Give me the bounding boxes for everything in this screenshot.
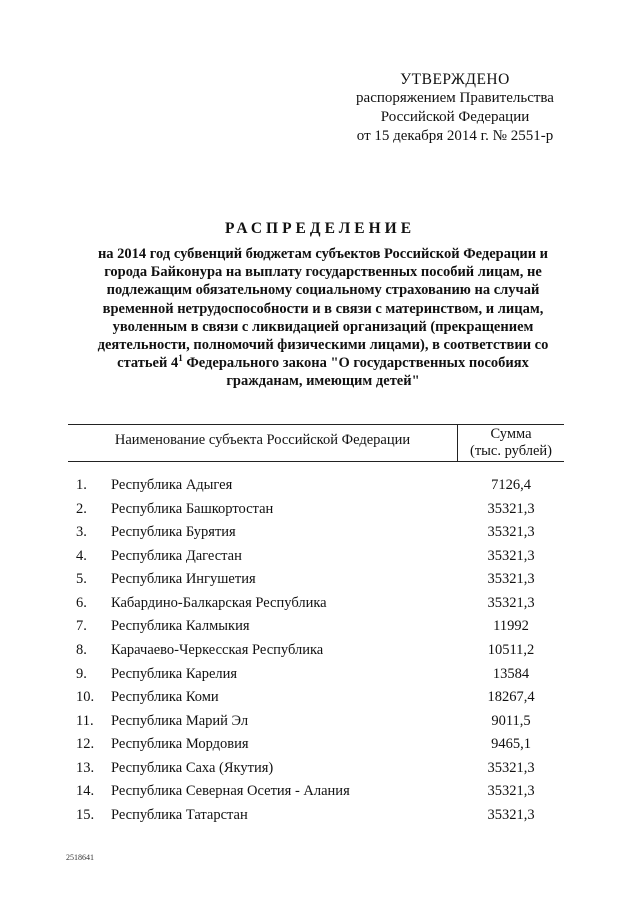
subsidy-amount: 35321,3 bbox=[487, 594, 535, 611]
document-subtitle bbox=[78, 245, 568, 391]
table-body bbox=[0, 477, 640, 830]
table-row bbox=[0, 713, 640, 737]
row-number: 6. bbox=[76, 594, 87, 611]
subject-name: Республика Калмыкия bbox=[111, 618, 250, 635]
subject-name: Республика Бурятия bbox=[111, 524, 236, 541]
subtitle-line: подлежащим обязательному социальному страхованию на случай bbox=[106, 282, 540, 299]
subtitle-text: Федерального закона "О государственных пособиях bbox=[182, 355, 529, 372]
table-row bbox=[0, 524, 640, 548]
subsidy-amount: 35321,3 bbox=[487, 806, 535, 823]
table-top-rule bbox=[68, 424, 564, 425]
table-row bbox=[0, 548, 640, 572]
subtitle-line: деятельности, полномочий физическими лицами), в соответствии со bbox=[97, 337, 549, 354]
row-number: 14. bbox=[76, 783, 95, 800]
subsidy-amount: 18267,4 bbox=[487, 689, 535, 706]
row-number: 15. bbox=[76, 806, 95, 823]
subsidy-amount: 9465,1 bbox=[491, 736, 531, 753]
column-header-sum-line1: Сумма bbox=[490, 426, 532, 442]
subsidy-amount: 35321,3 bbox=[487, 500, 535, 517]
subsidy-amount: 11992 bbox=[493, 618, 529, 635]
superscript: 1 bbox=[178, 353, 183, 364]
subject-name: Республика Дагестан bbox=[111, 547, 242, 564]
approved-label: УТВЕРЖДЕНО bbox=[400, 71, 510, 88]
subtitle-line: уволенным в связи с ликвидацией организаций (прекращением bbox=[112, 318, 534, 335]
table-row bbox=[0, 571, 640, 595]
subsidy-amount: 7126,4 bbox=[491, 477, 531, 493]
table-header-rule bbox=[68, 461, 564, 462]
table-row bbox=[0, 642, 640, 666]
table-row bbox=[0, 807, 640, 831]
subsidy-amount: 35321,3 bbox=[487, 571, 535, 588]
document-number: 2518641 bbox=[66, 853, 94, 862]
table-row bbox=[0, 760, 640, 784]
row-number: 4. bbox=[76, 547, 87, 564]
subject-name: Республика Мордовия bbox=[111, 736, 249, 753]
row-number: 11. bbox=[76, 712, 94, 729]
document-title: РАСПРЕДЕЛЕНИЕ bbox=[224, 220, 416, 237]
row-number: 2. bbox=[76, 500, 87, 517]
subtitle-line: временной нетрудоспособности и в связи с материнством, и лицам, bbox=[102, 300, 544, 317]
row-number: 7. bbox=[76, 618, 87, 635]
column-header-name: Наименование субъекта Российской Федерации bbox=[114, 432, 411, 448]
row-number: 10. bbox=[76, 689, 95, 706]
column-header-sum bbox=[458, 426, 564, 460]
approval-line-3: от 15 декабря 2014 г. № 2551-р bbox=[356, 128, 554, 144]
subject-name: Республика Коми bbox=[111, 689, 219, 706]
subsidy-amount: 13584 bbox=[492, 665, 530, 682]
row-number: 5. bbox=[76, 571, 87, 588]
subsidy-amount: 35321,3 bbox=[487, 759, 535, 776]
subject-name: Республика Саха (Якутия) bbox=[111, 759, 274, 776]
subject-name: Республика Башкортостан bbox=[111, 500, 274, 517]
row-number: 13. bbox=[76, 759, 95, 776]
subsidy-amount: 35321,3 bbox=[487, 524, 535, 541]
approval-line-1: распоряжением Правительства bbox=[356, 90, 554, 106]
table-row bbox=[0, 618, 640, 642]
row-number: 3. bbox=[76, 524, 87, 541]
subject-name: Республика Карелия bbox=[111, 665, 238, 682]
subsidy-amount: 9011,5 bbox=[491, 712, 531, 729]
subsidy-amount: 35321,3 bbox=[487, 783, 535, 800]
row-number: 12. bbox=[76, 736, 95, 753]
subtitle-line: гражданам, имеющим детей" bbox=[226, 373, 420, 390]
subsidy-amount: 35321,3 bbox=[487, 547, 535, 564]
table-row bbox=[0, 666, 640, 690]
table-row bbox=[0, 477, 640, 501]
subject-name: Кабардино-Балкарская Республика bbox=[111, 594, 327, 611]
table-row bbox=[0, 783, 640, 807]
row-number: 8. bbox=[76, 641, 87, 658]
subtitle-text: статьей 4 bbox=[117, 355, 179, 372]
row-number: 1. bbox=[76, 477, 87, 493]
subject-name: Карачаево-Черкесская Республика bbox=[111, 641, 324, 658]
approval-line-2: Российской Федерации bbox=[380, 109, 530, 125]
subsidy-amount: 10511,2 bbox=[487, 641, 535, 658]
subject-name: Республика Северная Осетия - Алания bbox=[111, 783, 350, 800]
subject-name: Республика Ингушетия bbox=[111, 571, 256, 588]
row-number: 9. bbox=[76, 665, 87, 682]
subject-name: Республика Татарстан bbox=[111, 806, 248, 823]
table-row bbox=[0, 689, 640, 713]
subject-name: Республика Марий Эл bbox=[111, 712, 249, 729]
subject-name: Республика Адыгея bbox=[111, 477, 233, 493]
table-row bbox=[0, 501, 640, 525]
approval-stamp bbox=[330, 70, 580, 146]
table-row bbox=[0, 736, 640, 760]
subtitle-line: на 2014 год субвенций бюджетам субъектов Российской Федерации и bbox=[97, 246, 549, 262]
table-row bbox=[0, 595, 640, 619]
subtitle-line: города Байконура на выплату государственных пособий лицам, не bbox=[104, 264, 542, 281]
subtitle-line bbox=[78, 354, 568, 372]
column-header-sum-line2: (тыс. рублей) bbox=[470, 443, 552, 459]
